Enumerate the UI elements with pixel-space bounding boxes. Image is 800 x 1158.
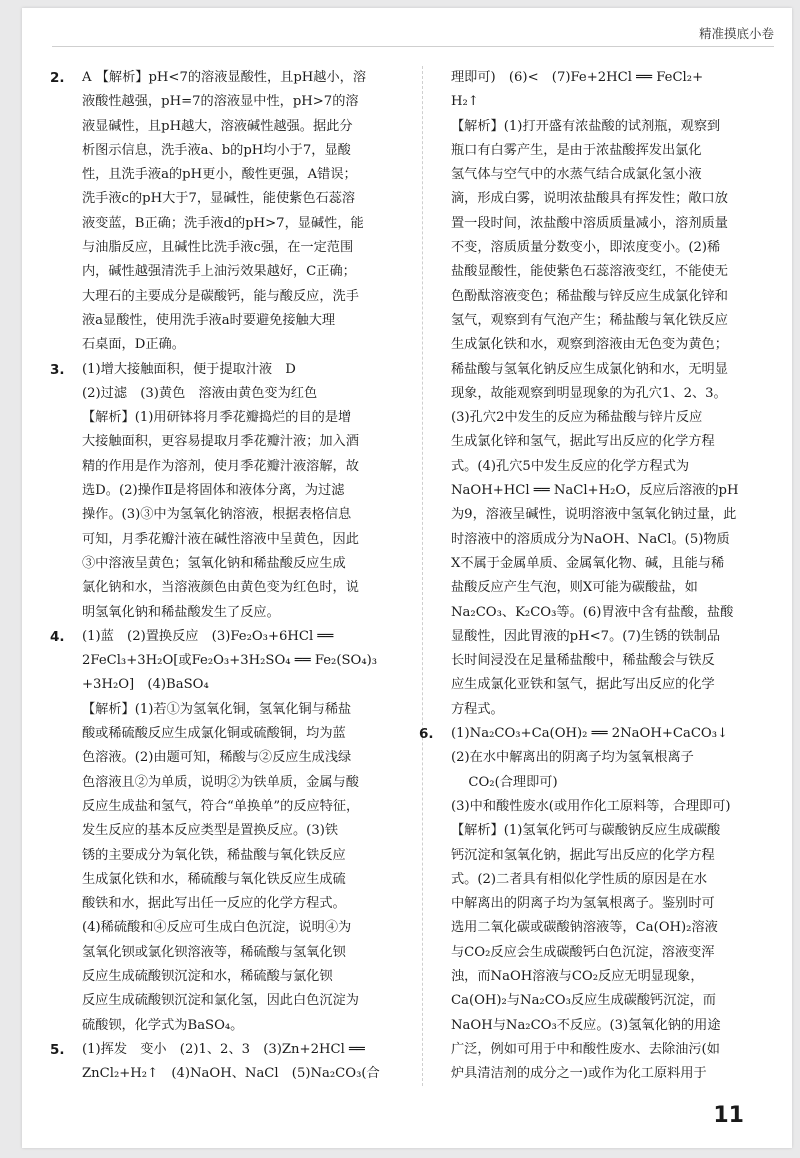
question-number: 5. [50,1041,65,1058]
text-line: H₂↑ [451,94,479,110]
text-line: 盐酸反应产生气泡，则X可能为碳酸盐，如 [451,580,698,596]
text-line: 应生成氯化亚铁和氢气，据此写出反应的化学 [451,677,715,693]
text-line: 生成氯化铁和水，观察到溶液由无色变为黄色； [451,337,728,353]
page-header [52,24,774,47]
text-line: 氯化钠和水，当溶液颜色由黄色变为红色时，说 [82,580,359,596]
text-line: 中解离出的阴离子均为氢氧根离子。鉴别时可 [451,896,715,912]
text-line: (1)挥发 变小 (2)1、2、3 (3)Zn+2HCl ══ [82,1041,365,1057]
text-line: 显酸性，因此胃液的pH<7。(7)生锈的铁制品 [451,628,721,644]
text-line: 色酚酞溶液变色；稀盐酸与锌反应生成氯化锌和 [451,288,728,304]
text-line: 液变蓝，B正确；洗手液d的pH>7，显碱性，能 [82,215,364,231]
text-line: 稀盐酸与氢氧化钠反应生成氯化钠和水，无明显 [451,361,728,377]
text-line: 广泛，例如可用于中和酸性废水、去除油污(如 [451,1041,720,1057]
text-line: (3)孔穴2中发生的反应为稀盐酸与锌片反应 [451,410,703,426]
text-line: A 【解析】pH<7的溶液显酸性，且pH越小，溶 [82,70,367,85]
text-line: 【解析】(1)氢氧化钙可与碳酸钠反应生成碳酸 [451,823,721,839]
question-4 [50,625,408,1038]
text-line: 生成氯化铁和水，稀硫酸与氧化铁反应生成硫 [82,871,346,887]
text-line: 与油脂反应，且碱性比洗手液c强，在一定范围 [82,240,354,256]
text-line: 氢气体与空气中的水蒸气结合成氯化氢小液 [451,167,702,183]
text-line: 洗手液c的pH大于7，显碱性，能使紫色石蕊溶 [82,191,356,207]
text-line: 可知，月季花瓣汁液在碱性溶液中呈黄色，因此 [82,531,359,547]
text-line: 大理石的主要成分是碳酸钙，能与酸反应，洗手 [82,288,359,304]
question-5-continued [433,66,778,722]
text-line: 生成氯化锌和氢气，据此写出反应的化学方程 [451,434,715,450]
text-line: 氢氧化钡或氯化钡溶液等，稀硫酸与氢氧化钡 [82,944,346,960]
text-line: 操作。(3)③中为氢氧化钠溶液，根据表格信息 [82,507,352,523]
text-line: NaOH与Na₂CO₃不反应。(3)氢氧化钠的用途 [451,1017,721,1033]
text-line: 盐酸显酸性，能使紫色石蕊溶液变红，不能使无 [451,264,728,280]
text-line: 理即可) (6)< (7)Fe+2HCl ══ FeCl₂+ [451,70,704,85]
text-line: 色溶液。(2)由题可知，稀酸与②反应生成浅绿 [82,750,352,766]
text-line: (1)Na₂CO₃+Ca(OH)₂ ══ 2NaOH+CaCO₃↓ [451,726,729,742]
text-line: 选D。(2)操作Ⅱ是将固体和液体分离，为过滤 [82,483,345,499]
text-line: (4)稀硫酸和④反应可生成白色沉淀，说明④为 [82,920,352,936]
text-line: 液a显酸性，使用洗手液a时要避免接触大理 [82,312,336,328]
text-line: 酸或稀硫酸反应生成氯化铜或硫酸铜，均为蓝 [82,726,346,742]
text-line: X不属于金属单质、金属氧化物、碱，且能与稀 [451,555,725,571]
text-line: 液显碱性，且pH越大，溶液碱性越强。据此分 [82,118,353,134]
text-line: 长时间浸没在足量稀盐酸中，稀盐酸会与铁反 [451,653,715,669]
text-line: 【解析】(1)用研钵将月季花瓣捣烂的目的是增 [82,410,352,426]
question-number: 2. [50,70,65,86]
left-column [50,66,408,1086]
question-number: 3. [50,361,65,378]
text-line: 析图示信息，洗手液a、b的pH均小于7，显酸 [82,142,351,158]
text-line: 2FeCl₃+3H₂O[或Fe₂O₃+3H₂SO₄ ══ Fe₂(SO₄)₃ [82,653,378,669]
text-line: (2)在水中解离出的阴离子均为氢氧根离子 [451,750,694,766]
text-line: 内，碱性越强清洗手上油污效果越好，C正确； [82,264,356,280]
text-line: 反应生成硫酸钡沉淀和氯化氢，因此白色沉淀为 [82,993,359,1009]
text-line: 不变，溶质质量分数变小，即浓度变小。(2)稀 [451,240,721,256]
text-line: 色溶液且②为单质，说明②为铁单质，金属与酸 [82,774,359,790]
page-number: 11 [713,1103,744,1128]
question-number: 4. [50,628,65,645]
answer-page [22,8,792,1148]
text-line: 硫酸钡，化学式为BaSO₄。 [82,1017,244,1033]
text-line: 与CO₂反应会生成碳酸钙白色沉淀，溶液变浑 [451,944,715,960]
text-line: 现象，故能观察到明显现象的为孔穴1、2、3。 [451,385,727,401]
text-line: 酸铁和水，据此写出任一反应的化学方程式。 [82,896,346,912]
text-line: (1)蓝 (2)置换反应 (3)Fe₂O₃+6HCl ══ [82,628,334,644]
text-line: ZnCl₂+H₂↑ (4)NaOH、NaCl (5)Na₂CO₃(合 [82,1066,380,1082]
text-line: Ca(OH)₂与Na₂CO₃反应生成碳酸钙沉淀，而 [451,993,716,1009]
question-number: 6. [419,726,434,743]
text-line: 大接触面积，更容易提取月季花瓣汁液；加入酒 [82,434,359,450]
text-line: +3H₂O] (4)BaSO₄ [82,677,209,693]
text-line: (3)中和酸性废水(或用作化工原料等，合理即可) [451,798,731,814]
header-title: 精准摸底小卷 [698,26,774,41]
question-2 [50,66,408,358]
text-line: 石桌面，D正确。 [82,337,185,353]
text-line: 时溶液中的溶质成分为NaOH、NaCl。(5)物质 [451,531,730,547]
text-line: 【解析】(1)打开盛有浓盐酸的试剂瓶，观察到 [451,118,721,134]
text-line: 精的作用是作为溶剂，使月季花瓣汁液溶解，故 [82,458,359,474]
question-6 [419,722,778,1086]
text-line: NaOH+HCl ══ NaCl+H₂O，反应后溶液的pH [451,483,739,499]
text-line: 反应生成盐和氢气，符合“单换单”的反应特征， [82,798,360,814]
text-line: 性，且洗手液a的pH更小，酸性更强，A错误； [82,167,357,183]
text-line: 浊，而NaOH溶液与CO₂反应无明显现象， [451,968,704,984]
right-column [419,66,778,1086]
text-line: 滴，形成白雾，说明浓盐酸具有挥发性；敞口放 [451,191,728,207]
text-line: ③中溶液呈黄色；氢氧化钠和稀盐酸反应生成 [82,555,346,571]
text-line: 液酸性越强，pH=7的溶液显中性，pH>7的溶 [82,94,359,110]
text-line: 置一段时间，浓盐酸中溶质质量减小，溶剂质量 [451,215,728,231]
text-line: (2)过滤 (3)黄色 溶液由黄色变为红色 [82,385,318,401]
question-3 [50,358,408,625]
text-line: 明氢氧化钠和稀盐酸发生了反应。 [82,604,280,620]
text-line: 炉具清洁剂的成分之一)或作为化工原料用于 [451,1066,707,1082]
text-line: CO₂(合理即可) [451,774,558,790]
question-5 [50,1038,408,1087]
text-line: 式。(2)二者具有相似化学性质的原因是在水 [451,871,708,887]
text-line: 为9，溶液呈碱性，说明溶液中氢氧化钠过量，此 [451,507,737,523]
text-line: 锈的主要成分为氧化铁，稀盐酸与氧化铁反应 [82,847,346,863]
text-line: 钙沉淀和氢氧化钠，据此写出反应的化学方程 [451,847,715,863]
text-line: 氢气，观察到有气泡产生；稀盐酸与氧化铁反应 [451,312,728,328]
text-line: (1)增大接触面积，便于提取汁液 D [82,361,296,377]
text-line: 反应生成硫酸钡沉淀和水，稀硫酸与氯化钡 [82,968,333,984]
text-line: 【解析】(1)若①为氢氧化铜，氢氧化铜与稀盐 [82,701,352,717]
text-line: 发生反应的基本反应类型是置换反应。(3)铁 [82,823,339,839]
text-line: 选用二氧化碳或碳酸钠溶液等，Ca(OH)₂溶液 [451,920,718,936]
text-line: 式。(4)孔穴5中发生反应的化学方程式为 [451,458,690,474]
text-line: Na₂CO₃、K₂CO₃等。(6)胃液中含有盐酸，盐酸 [451,604,734,620]
text-line: 瓶口有白雾产生，是由于浓盐酸挥发出氯化 [451,142,702,158]
text-line: 方程式。 [451,701,504,717]
